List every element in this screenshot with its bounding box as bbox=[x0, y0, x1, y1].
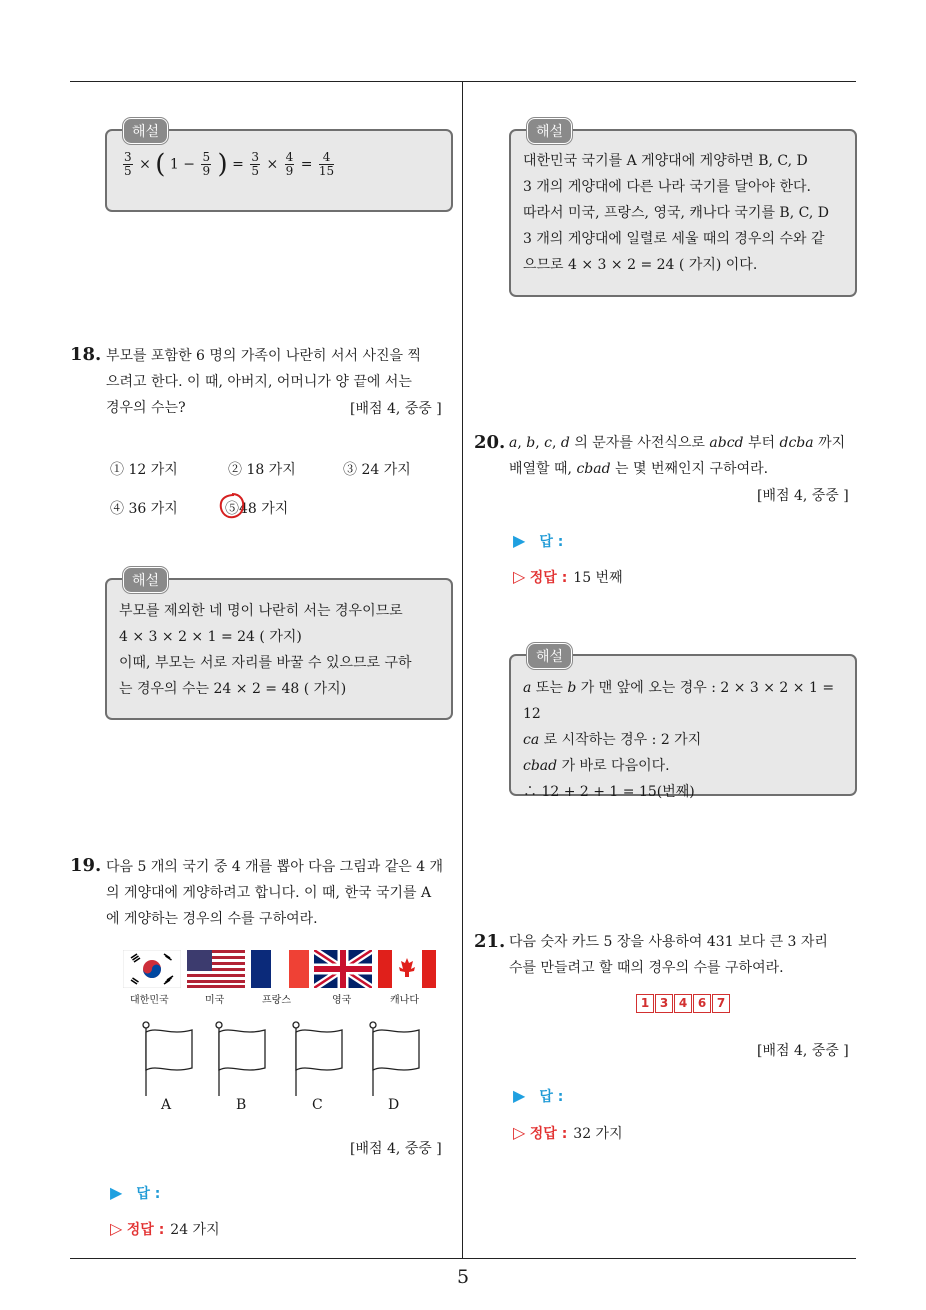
pole-c bbox=[293, 1022, 342, 1096]
column-divider bbox=[462, 82, 463, 1258]
explanation-line: a 또는 b 가 맨 앞에 오는 경우 : 2 × 3 × 2 × 1 = 12 bbox=[523, 680, 835, 722]
correct-answer-row bbox=[110, 1219, 220, 1239]
flag-uk bbox=[314, 950, 372, 988]
bottom-rule bbox=[70, 1258, 856, 1259]
explanation-box-19 bbox=[509, 124, 857, 297]
explanation-box-17 bbox=[105, 124, 453, 212]
question-text: a, b, c, d 의 문자를 사전식으로 abcd 부터 dcba 까지 배열할 때, cbad 는 몇 번째인지 구하여라. bbox=[509, 435, 846, 477]
number-card: 7 bbox=[712, 994, 730, 1013]
points-label: [배점 4, 중중 ] bbox=[350, 1141, 442, 1157]
pole-label-d: D bbox=[388, 1097, 400, 1113]
choice-2[interactable]: ② 18 가지 bbox=[228, 462, 296, 478]
number-card: 1 bbox=[636, 994, 654, 1013]
question-text: 부모를 포함한 6 명의 가족이 나란히 서서 사진을 찍 으려고 한다. 이 때, 아버지, 어머니가 양 끝에 서는 경우의 수는? bbox=[106, 348, 421, 416]
answer-label: 답 : bbox=[539, 534, 564, 550]
explanation-tag: 해설 bbox=[123, 118, 168, 144]
triangle-outline-icon: ▷ bbox=[513, 567, 526, 586]
explanation-line: ca 로 시작하는 경우 : 2 가지 bbox=[523, 732, 702, 748]
question-number: 18. bbox=[70, 344, 102, 365]
explanation-line: 따라서 미국, 프랑스, 영국, 캐나다 국기를 B, C, D bbox=[523, 205, 829, 221]
question-text: 다음 5 개의 국기 중 4 개를 뽑아 다음 그림과 같은 4 개 의 게양대에 게양하려고 합니다. 이 때, 한국 국기를 A 에 게양하는 경우의 수를 구하여라. bbox=[106, 859, 444, 927]
answer-label: 답 : bbox=[539, 1089, 564, 1105]
choice-1[interactable]: ① 12 가지 bbox=[110, 462, 178, 478]
points-label: [배점 4, 중중 ] bbox=[350, 401, 442, 417]
flag-poles bbox=[130, 1020, 430, 1100]
flag-france bbox=[251, 950, 309, 988]
explanation-tag: 해설 bbox=[527, 118, 572, 144]
explanation-line: 는 경우의 수는 24 × 2 = 48 ( 가지) bbox=[119, 681, 347, 697]
correct-answer-row bbox=[513, 1123, 623, 1143]
flag-label-usa: 미국 bbox=[205, 995, 225, 1006]
explanation-box-20 bbox=[509, 649, 857, 800]
points-label: [배점 4, 중중 ] bbox=[757, 1043, 849, 1059]
choice-3[interactable]: ③ 24 가지 bbox=[343, 462, 411, 478]
page-number: 5 bbox=[456, 1266, 470, 1288]
play-icon: ▶ bbox=[513, 531, 526, 550]
correct-label: 정답 : bbox=[529, 570, 568, 586]
explanation-line: 이때, 부모는 서로 자리를 바꿀 수 있으므로 구하 bbox=[119, 655, 412, 671]
question-number: 20. bbox=[474, 432, 506, 453]
answer-row bbox=[110, 1183, 160, 1203]
explanation-line: cbad 가 바로 다음이다. bbox=[523, 758, 670, 774]
explanation-tag: 해설 bbox=[123, 567, 168, 593]
flag-label-uk: 영국 bbox=[332, 995, 352, 1006]
explanation-line: 으므로 4 × 3 × 2 = 24 ( 가지) 이다. bbox=[523, 257, 758, 273]
flag-label-france: 프랑스 bbox=[262, 995, 291, 1006]
correct-label: 정답 : bbox=[126, 1222, 165, 1238]
pole-label-a: A bbox=[161, 1097, 172, 1113]
number-card: 4 bbox=[674, 994, 692, 1013]
flag-korea bbox=[123, 950, 181, 988]
explanation-line: 3 개의 게양대에 다른 나라 국기를 달아야 한다. bbox=[523, 179, 811, 195]
fraction: $\frac{4}{15}$ bbox=[318, 150, 335, 178]
correct-answer-row bbox=[513, 567, 623, 587]
answer-label: 답 : bbox=[136, 1186, 161, 1202]
explanation-tag: 해설 bbox=[527, 643, 572, 669]
correct-value: 15 번째 bbox=[573, 570, 623, 586]
pole-label-c: C bbox=[312, 1097, 323, 1113]
fraction: $\frac{3}{5}$ bbox=[251, 150, 259, 178]
pole-label-b: B bbox=[236, 1097, 247, 1113]
triangle-outline-icon: ▷ bbox=[110, 1219, 123, 1238]
question-text: 다음 숫자 카드 5 장을 사용하여 431 보다 큰 3 자리 수를 만들려고 할 때의 경우의 수를 구하여라. bbox=[509, 934, 828, 976]
answer-circle-mark bbox=[217, 491, 247, 521]
choice-5[interactable]: ⑤48 가지 bbox=[225, 501, 289, 517]
pole-a bbox=[143, 1022, 192, 1096]
question-number: 19. bbox=[70, 855, 102, 876]
play-icon: ▶ bbox=[513, 1086, 526, 1105]
pole-d bbox=[370, 1022, 419, 1096]
correct-value: 32 가지 bbox=[573, 1126, 623, 1142]
explanation-line: 4 × 3 × 2 × 1 = 24 ( 가지) bbox=[119, 629, 302, 645]
number-card: 6 bbox=[693, 994, 711, 1013]
fraction: $\frac{5}{9}$ bbox=[202, 150, 211, 178]
choice-4[interactable]: ④ 36 가지 bbox=[110, 501, 178, 517]
choice-5-marker: ⑤ bbox=[225, 501, 239, 517]
explanation-line: 부모를 제외한 네 명이 나란히 서는 경우이므로 bbox=[119, 603, 403, 619]
triangle-outline-icon: ▷ bbox=[513, 1123, 526, 1142]
points-label: [배점 4, 중중 ] bbox=[757, 488, 849, 504]
pole-b bbox=[216, 1022, 265, 1096]
top-rule bbox=[70, 81, 856, 82]
fraction: $\frac{3}{5}$ bbox=[124, 150, 132, 178]
fraction: $\frac{4}{9}$ bbox=[285, 150, 294, 178]
correct-label: 정답 : bbox=[529, 1126, 568, 1142]
question-number: 21. bbox=[474, 931, 506, 952]
flag-canada bbox=[378, 950, 436, 988]
explanation-math: $\frac{3}{5}$ × ( 1 − $\frac{5}{9}$ ) = $\frac{3}{5}$ × $\frac{4}{9}$ = $\frac{4}{15}$ bbox=[124, 149, 335, 180]
number-card: 3 bbox=[655, 994, 673, 1013]
explanation-line: ∴ 12 + 2 + 1 = 15(번째) bbox=[523, 784, 695, 800]
flag-label-korea: 대한민국 bbox=[130, 995, 169, 1006]
correct-value: 24 가지 bbox=[170, 1222, 220, 1238]
flag-usa bbox=[187, 950, 245, 988]
explanation-line: 3 개의 게양대에 일렬로 세울 때의 경우의 수와 같 bbox=[523, 231, 825, 247]
explanation-box-18 bbox=[105, 573, 453, 720]
number-cards bbox=[636, 994, 731, 1013]
play-icon: ▶ bbox=[110, 1183, 123, 1202]
flag-label-canada: 캐나다 bbox=[390, 995, 419, 1006]
explanation-line: 대한민국 국기를 A 게양대에 게양하면 B, C, D bbox=[523, 153, 808, 169]
answer-row bbox=[513, 531, 563, 551]
answer-row bbox=[513, 1086, 563, 1106]
